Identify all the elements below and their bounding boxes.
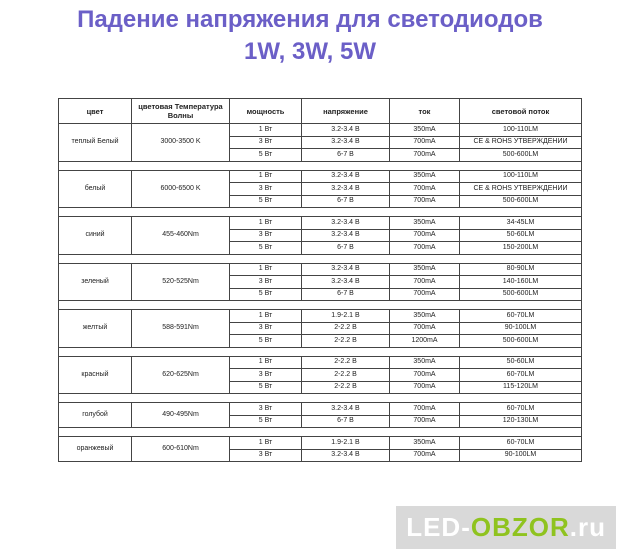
separator-cell bbox=[59, 161, 582, 170]
cell-voltage: 3.2-3.4 В bbox=[302, 183, 390, 196]
cell-color: белый bbox=[59, 170, 132, 208]
cell-power: 3 Вт bbox=[230, 449, 302, 462]
header-power: мощность bbox=[230, 99, 302, 124]
cell-luminous-flux: 60-70LM bbox=[460, 437, 582, 450]
cell-luminous-flux: 500-600LM bbox=[460, 195, 582, 208]
cell-luminous-flux: 34-45LM bbox=[460, 217, 582, 230]
header-temperature: цветовая Температура Волны bbox=[132, 99, 230, 124]
cell-temperature: 3000-3500 K bbox=[132, 124, 230, 162]
cell-power: 5 Вт bbox=[230, 335, 302, 348]
cell-color: зеленый bbox=[59, 263, 132, 301]
cell-voltage: 3.2-3.4 В bbox=[302, 124, 390, 137]
cell-current: 700mA bbox=[390, 276, 460, 289]
cell-luminous-flux: 120-130LM bbox=[460, 415, 582, 428]
cell-power: 1 Вт bbox=[230, 170, 302, 183]
cell-power: 5 Вт bbox=[230, 149, 302, 162]
cell-current: 350mA bbox=[390, 217, 460, 230]
cell-power: 5 Вт bbox=[230, 415, 302, 428]
cell-luminous-flux: 90-100LM bbox=[460, 449, 582, 462]
cell-temperature: 455-460Nm bbox=[132, 217, 230, 255]
cell-power: 1 Вт bbox=[230, 263, 302, 276]
separator-cell bbox=[59, 301, 582, 310]
cell-voltage: 3.2-3.4 В bbox=[302, 263, 390, 276]
cell-luminous-flux: 500-600LM bbox=[460, 335, 582, 348]
cell-power: 3 Вт bbox=[230, 229, 302, 242]
cell-temperature: 588-591Nm bbox=[132, 310, 230, 348]
table-row bbox=[59, 170, 582, 183]
page-title bbox=[0, 4, 620, 68]
table-row bbox=[59, 356, 582, 369]
cell-current: 700mA bbox=[390, 229, 460, 242]
cell-current: 700mA bbox=[390, 195, 460, 208]
cell-luminous-flux: 150-200LM bbox=[460, 242, 582, 255]
cell-luminous-flux: 100-110LM bbox=[460, 170, 582, 183]
cell-temperature: 6000-6500 K bbox=[132, 170, 230, 208]
cell-luminous-flux: 50-60LM bbox=[460, 356, 582, 369]
cell-current: 350mA bbox=[390, 124, 460, 137]
cell-voltage: 6-7 В bbox=[302, 415, 390, 428]
cell-voltage: 1.9-2.1 В bbox=[302, 310, 390, 323]
cell-voltage: 3.2-3.4 В bbox=[302, 449, 390, 462]
cell-voltage: 2-2.2 В bbox=[302, 322, 390, 335]
cell-power: 3 Вт bbox=[230, 276, 302, 289]
cell-current: 700mA bbox=[390, 149, 460, 162]
table-row bbox=[59, 437, 582, 450]
cell-voltage: 3.2-3.4 В bbox=[302, 229, 390, 242]
cell-current: 350mA bbox=[390, 437, 460, 450]
cell-color: оранжевый bbox=[59, 437, 132, 462]
table-body bbox=[59, 124, 582, 462]
table-row bbox=[59, 310, 582, 323]
cell-temperature: 490-495Nm bbox=[132, 403, 230, 428]
cell-voltage: 3.2-3.4 В bbox=[302, 217, 390, 230]
header-luminous-flux: световой поток bbox=[460, 99, 582, 124]
cell-current: 350mA bbox=[390, 356, 460, 369]
cell-luminous-flux: 90-100LM bbox=[460, 322, 582, 335]
cell-voltage: 6-7 В bbox=[302, 149, 390, 162]
table-row bbox=[59, 217, 582, 230]
cell-power: 5 Вт bbox=[230, 242, 302, 255]
watermark-led: LED- bbox=[406, 512, 471, 542]
cell-current: 700mA bbox=[390, 242, 460, 255]
cell-current: 700mA bbox=[390, 369, 460, 382]
group-separator-row bbox=[59, 428, 582, 437]
header-color: цвет bbox=[59, 99, 132, 124]
cell-luminous-flux: 100-110LM bbox=[460, 124, 582, 137]
cell-current: 700mA bbox=[390, 381, 460, 394]
cell-power: 3 Вт bbox=[230, 136, 302, 149]
cell-voltage: 2-2.2 В bbox=[302, 369, 390, 382]
cell-luminous-flux: 50-60LM bbox=[460, 229, 582, 242]
title-line-2: 1W, 3W, 5W bbox=[243, 38, 377, 65]
separator-cell bbox=[59, 394, 582, 403]
group-separator-row bbox=[59, 394, 582, 403]
cell-current: 350mA bbox=[390, 263, 460, 276]
cell-power: 1 Вт bbox=[230, 310, 302, 323]
cell-luminous-flux: 60-70LM bbox=[460, 369, 582, 382]
cell-power: 3 Вт bbox=[230, 322, 302, 335]
cell-color: желтый bbox=[59, 310, 132, 348]
cell-power: 1 Вт bbox=[230, 124, 302, 137]
cell-color: голубой bbox=[59, 403, 132, 428]
separator-cell bbox=[59, 428, 582, 437]
separator-cell bbox=[59, 254, 582, 263]
cell-color: синий bbox=[59, 217, 132, 255]
cell-luminous-flux: 115-120LM bbox=[460, 381, 582, 394]
cell-temperature: 600-610Nm bbox=[132, 437, 230, 462]
cell-current: 350mA bbox=[390, 170, 460, 183]
cell-current: 700mA bbox=[390, 449, 460, 462]
group-separator-row bbox=[59, 161, 582, 170]
cell-voltage: 3.2-3.4 В bbox=[302, 170, 390, 183]
group-separator-row bbox=[59, 208, 582, 217]
cell-luminous-flux: 60-70LM bbox=[460, 403, 582, 416]
separator-cell bbox=[59, 347, 582, 356]
cell-power: 3 Вт bbox=[230, 403, 302, 416]
cell-temperature: 520-525Nm bbox=[132, 263, 230, 301]
cell-current: 700mA bbox=[390, 415, 460, 428]
cell-luminous-flux: 140-160LM bbox=[460, 276, 582, 289]
cell-current: 350mA bbox=[390, 310, 460, 323]
cell-power: 1 Вт bbox=[230, 356, 302, 369]
table-header-row bbox=[59, 99, 582, 124]
header-voltage: напряжение bbox=[302, 99, 390, 124]
cell-power: 1 Вт bbox=[230, 217, 302, 230]
cell-current: 1200mA bbox=[390, 335, 460, 348]
cell-voltage: 6-7 В bbox=[302, 242, 390, 255]
cell-current: 700mA bbox=[390, 136, 460, 149]
cell-current: 700mA bbox=[390, 288, 460, 301]
cell-luminous-flux: 80-90LM bbox=[460, 263, 582, 276]
cell-luminous-flux: CE & ROHS УТВЕРЖДЕНИИ bbox=[460, 183, 582, 196]
cell-power: 5 Вт bbox=[230, 288, 302, 301]
watermark-ru: .ru bbox=[569, 512, 606, 542]
cell-voltage: 3.2-3.4 В bbox=[302, 403, 390, 416]
cell-voltage: 3.2-3.4 В bbox=[302, 276, 390, 289]
separator-cell bbox=[59, 208, 582, 217]
cell-current: 700mA bbox=[390, 322, 460, 335]
cell-current: 700mA bbox=[390, 183, 460, 196]
cell-voltage: 2-2.2 В bbox=[302, 356, 390, 369]
cell-color: красный bbox=[59, 356, 132, 394]
group-separator-row bbox=[59, 301, 582, 310]
table-row bbox=[59, 124, 582, 137]
cell-voltage: 2-2.2 В bbox=[302, 335, 390, 348]
cell-power: 5 Вт bbox=[230, 195, 302, 208]
title-line-1: Падение напряжения для светодиодов bbox=[77, 6, 543, 33]
cell-luminous-flux: CE & ROHS УТВЕРЖДЕНИИ bbox=[460, 136, 582, 149]
group-separator-row bbox=[59, 347, 582, 356]
cell-luminous-flux: 500-600LM bbox=[460, 288, 582, 301]
watermark-obzor: OBZOR bbox=[470, 512, 570, 542]
cell-power: 5 Вт bbox=[230, 381, 302, 394]
cell-power: 3 Вт bbox=[230, 369, 302, 382]
cell-voltage: 2-2.2 В bbox=[302, 381, 390, 394]
cell-power: 3 Вт bbox=[230, 183, 302, 196]
cell-voltage: 1.9-2.1 В bbox=[302, 437, 390, 450]
cell-voltage: 3.2-3.4 В bbox=[302, 136, 390, 149]
table-row bbox=[59, 263, 582, 276]
cell-luminous-flux: 60-70LM bbox=[460, 310, 582, 323]
header-current: ток bbox=[390, 99, 460, 124]
cell-power: 1 Вт bbox=[230, 437, 302, 450]
led-spec-table bbox=[58, 98, 582, 462]
site-logo-watermark bbox=[396, 506, 616, 549]
cell-luminous-flux: 500-600LM bbox=[460, 149, 582, 162]
cell-current: 700mA bbox=[390, 403, 460, 416]
cell-color: теплый Белый bbox=[59, 124, 132, 162]
group-separator-row bbox=[59, 254, 582, 263]
cell-voltage: 6-7 В bbox=[302, 195, 390, 208]
table-row bbox=[59, 403, 582, 416]
cell-voltage: 6-7 В bbox=[302, 288, 390, 301]
cell-temperature: 620-625Nm bbox=[132, 356, 230, 394]
